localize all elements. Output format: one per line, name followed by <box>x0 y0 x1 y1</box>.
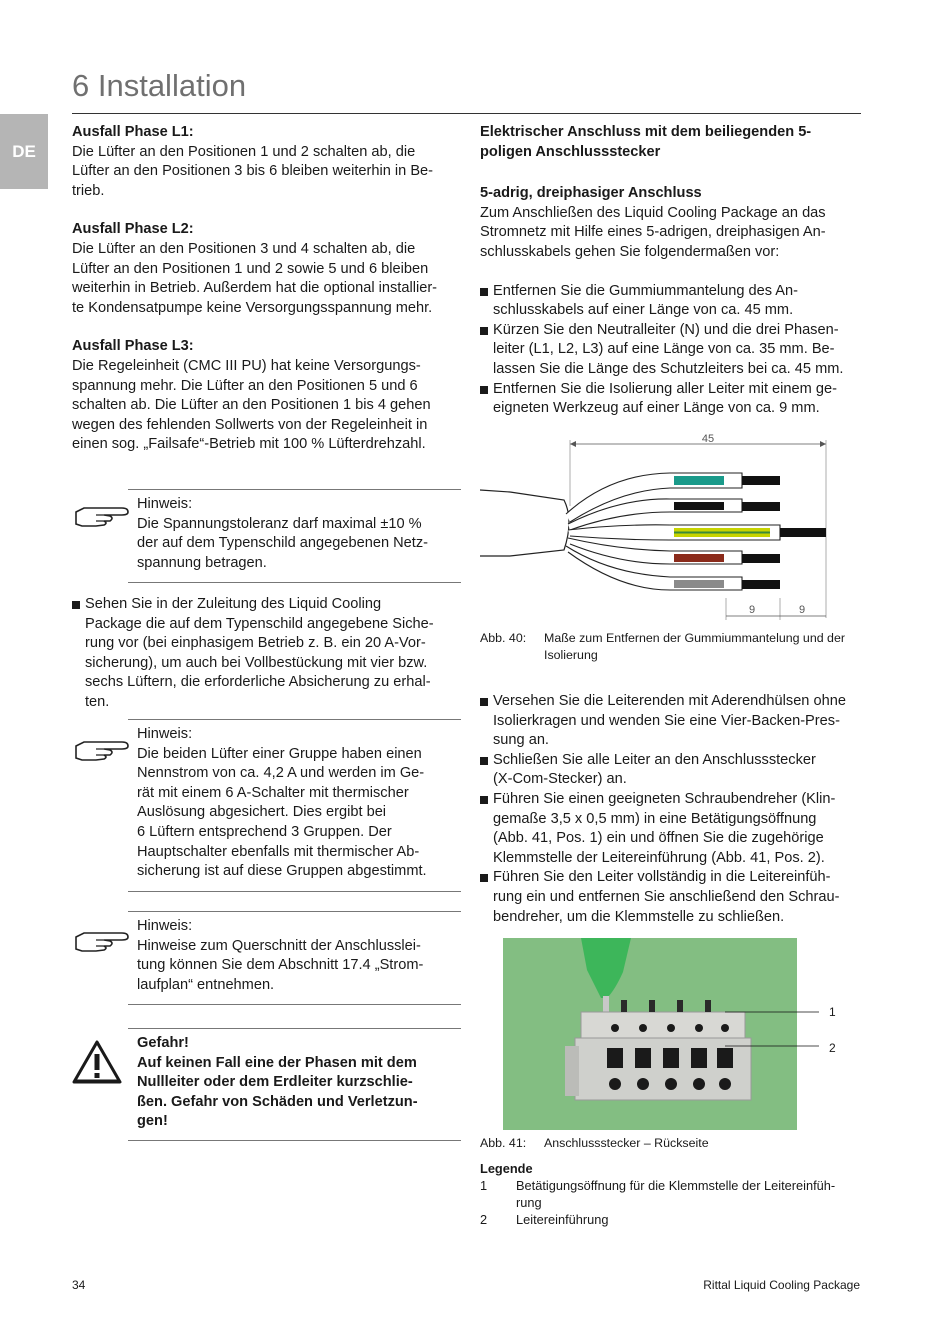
text-line: ten. <box>85 693 110 710</box>
wire-black <box>674 502 724 510</box>
text-line: Die Lüfter an den Positionen 3 und 4 schalten ab, die <box>72 240 416 257</box>
text-line: Hauptschalter ebenfalls mit thermischer Ab- <box>137 843 420 860</box>
section-heading: Ausfall Phase L2: <box>72 221 194 238</box>
text-line: wegen des fehlenden Sollwerts von der Regeleinheit in <box>72 416 428 433</box>
wire-grey <box>674 580 724 588</box>
list-item <box>480 751 865 790</box>
danger-title: Gefahr! <box>137 1035 189 1051</box>
text-line: rung vor (bei einphasigem Betrieb z. B. ein 20 A-Vor- <box>85 635 426 652</box>
list-item <box>480 692 865 751</box>
section-heading: poligen Anschlussstecker <box>480 143 661 160</box>
section-heading: Ausfall Phase L3: <box>72 338 194 355</box>
text-line: gen! <box>137 1113 168 1130</box>
text-line: leiter (L1, L2, L3) auf eine Länge von ca. 35 mm. Be- <box>493 341 835 358</box>
pointing-hand-icon <box>74 504 136 530</box>
figure-caption-40 <box>480 630 865 664</box>
note-box-1 <box>128 489 461 583</box>
legend-number: 2 <box>480 1212 488 1227</box>
header-rule <box>72 113 861 114</box>
text-line: Nullleiter oder dem Erdleiter kurzschlie- <box>137 1074 413 1091</box>
text-line: spannung mehr. Die Lüfter an den Positionen 5 und 6 <box>72 377 418 394</box>
language-tab: DE <box>0 114 48 189</box>
text-line: gemaße 3,5 x 0,5 mm) in eine Betätigungsöffnung <box>493 810 817 827</box>
section-heading: 5-adrig, dreiphasiger Anschluss <box>480 185 702 202</box>
text-line: Schließen Sie alle Leiter an den Anschlussstecker <box>493 751 816 768</box>
legend-text: Betätigungsöffnung für die Klemmstelle der Leitereinfüh- <box>516 1178 836 1193</box>
dimension-a: 9 <box>748 604 756 616</box>
text-line: bendreher, um die Klemmstelle zu schließen. <box>493 908 785 925</box>
dimension-total: 45 <box>701 433 715 445</box>
section-phase-l3 <box>72 337 457 455</box>
text-line: sechs Lüftern, die erforderliche Absicherung zu erhal- <box>85 674 431 691</box>
text-line: Nennstrom von ca. 4,2 A und werden im Ge- <box>137 765 425 782</box>
text-line: schlusskabels auf einer Länge von ca. 45 mm. <box>493 302 794 319</box>
caption-line: Isolierung <box>544 648 598 662</box>
list-item <box>480 790 865 868</box>
wire-red-brown <box>674 554 724 562</box>
bullet-fuse <box>72 595 457 713</box>
legend-number: 1 <box>480 1178 488 1193</box>
figure-label: Abb. 40: <box>480 631 527 645</box>
wire-teal <box>674 476 724 485</box>
text-line: schalten ab. Die Lüfter an den Positionen 1 bis 4 gehen <box>72 397 431 414</box>
text-line: 6 Lüftern entsprechend 3 Gruppen. Der <box>137 823 392 840</box>
pointing-hand-icon <box>74 929 136 955</box>
callout-2: 2 <box>829 1041 836 1055</box>
text-line: Sehen Sie in der Zuleitung des Liquid Cooling <box>85 596 382 612</box>
legend-title: Legende <box>480 1161 533 1176</box>
connector-photo <box>503 938 843 1130</box>
text-line: Lüfter an den Positionen 1 und 2 sowie 5 und 6 bleiben <box>72 260 429 277</box>
bullet-list-2 <box>480 692 865 927</box>
legend-text: Leitereinführung <box>516 1212 609 1227</box>
text-line: te Kondensatpumpe keine Versorgungsspannung mehr. <box>72 299 433 316</box>
text-line: rung ein und entfernen Sie anschließend den Schrau- <box>493 888 840 905</box>
list-item <box>480 380 865 419</box>
text-line: einen sog. „Failsafe“-Betrieb mit 100 % Lüfterdrehzahl. <box>72 436 426 453</box>
legend-text: rung <box>516 1195 542 1210</box>
text-line: Zum Anschließen des Liquid Cooling Package an das <box>480 204 826 221</box>
text-line: Kürzen Sie den Neutralleiter (N) und die drei Phasen- <box>493 321 839 338</box>
text-line: Package die auf dem Typenschild angegebene Siche- <box>85 615 434 632</box>
text-line: Lüfter an den Positionen 3 bis 6 bleiben weiterhin in Be- <box>72 163 434 180</box>
text-line: (X-Com-Stecker) an. <box>493 771 627 788</box>
text-line: laufplan“ entnehmen. <box>137 976 275 993</box>
text-line: Klemmstelle der Leitereinführung (Abb. 41, Pos. 2). <box>493 849 825 866</box>
note-title: Hinweis: <box>137 726 193 742</box>
legend-item <box>480 1177 865 1211</box>
text-line: der auf dem Typenschild angegebenen Netz- <box>137 535 428 552</box>
note-box-2 <box>128 719 461 892</box>
text-line: Isolierkragen und wenden Sie eine Vier-Backen-Pres- <box>493 712 840 729</box>
text-line: sicherung ist auf diese Gruppen abgestimmt. <box>137 863 427 880</box>
section-phase-l1 <box>72 123 457 201</box>
text-line: schlusskabels gehen Sie folgendermaßen vor: <box>480 243 780 260</box>
text-line: weiterhin in Betrieb. Außerdem hat die optional installier- <box>72 280 438 297</box>
footer-product: Rittal Liquid Cooling Package <box>703 1278 860 1292</box>
text-line: tung können Sie dem Abschnitt 17.4 „Strom- <box>137 957 424 974</box>
section-heading: Ausfall Phase L1: <box>72 124 194 140</box>
warning-triangle-icon <box>72 1040 122 1084</box>
callout-1: 1 <box>829 1005 836 1019</box>
legend-item <box>480 1211 865 1228</box>
right-intro <box>480 123 865 419</box>
text-line: sung an. <box>493 732 549 749</box>
section-heading: Elektrischer Anschluss mit dem beiliegenden 5- <box>480 124 812 140</box>
text-line: Entfernen Sie die Gummiummantelung des An- <box>493 282 799 299</box>
text-line: rät mit einem 6 A-Schalter mit thermischer <box>137 784 409 801</box>
text-line: Auf keinen Fall eine der Phasen mit dem <box>137 1054 417 1071</box>
text-line: (Abb. 41, Pos. 1) ein und öffnen Sie die zugehörige <box>493 830 824 847</box>
figure-caption-41 <box>480 1135 865 1152</box>
text-line: lassen Sie die Länge des Schutzleiters bei ca. 45 mm. <box>493 360 844 377</box>
left-sections <box>72 123 457 455</box>
text-line: ßen. Gefahr von Schäden und Verletzun- <box>137 1093 418 1110</box>
legend <box>480 1160 865 1228</box>
list-item <box>480 282 865 321</box>
danger-box <box>128 1028 461 1141</box>
text-line: Führen Sie den Leiter vollständig in die Leitereinfüh- <box>493 869 831 886</box>
caption-line: Maße zum Entfernen der Gummiummantelung und der <box>544 631 845 645</box>
text-line: Versehen Sie die Leiterenden mit Aderendhülsen ohne <box>493 693 846 709</box>
text-line: Die Spannungstoleranz darf maximal ±10 % <box>137 515 422 532</box>
text-line: spannung betragen. <box>137 554 267 571</box>
text-line: Hinweise zum Querschnitt der Anschlusslei- <box>137 937 421 954</box>
figure-label: Abb. 41: <box>480 1136 527 1150</box>
text-line: eigneten Werkzeug auf einer Länge von ca. 9 mm. <box>493 400 820 417</box>
text-line: Auslösung abgesichert. Dies ergibt bei <box>137 804 387 821</box>
note-title: Hinweis: <box>137 496 193 512</box>
text-line: trieb. <box>72 182 105 199</box>
text-line: Die beiden Lüfter einer Gruppe haben einen <box>137 745 422 762</box>
text-line: Führen Sie einen geeigneten Schraubendreher (Klin- <box>493 790 836 807</box>
pointing-hand-icon <box>74 738 136 764</box>
note-title: Hinweis: <box>137 918 193 934</box>
bullet-list-1 <box>480 282 865 419</box>
cable-stripping-diagram <box>480 428 865 628</box>
text-line: Stromnetz mit Hilfe eines 5-adrigen, dreiphasigen An- <box>480 224 826 241</box>
list-item <box>480 868 865 927</box>
text-line: sicherung), um auch bei Vollbestückung mit vier bzw. <box>85 654 428 671</box>
page-title: 6 Installation <box>72 68 247 103</box>
caption-line: Anschlussstecker – Rückseite <box>544 1136 709 1150</box>
text-line: Die Lüfter an den Positionen 1 und 2 schalten ab, die <box>72 143 416 160</box>
dimension-b: 9 <box>798 604 806 616</box>
note-box-3 <box>128 911 461 1005</box>
text-line: Entfernen Sie die Isolierung aller Leiter mit einem ge- <box>493 380 837 397</box>
section-phase-l2 <box>72 220 457 318</box>
page-number: 34 <box>72 1278 86 1292</box>
list-item <box>480 321 865 380</box>
text-line: Die Regeleinheit (CMC III PU) hat keine Versorgungs- <box>72 357 421 374</box>
